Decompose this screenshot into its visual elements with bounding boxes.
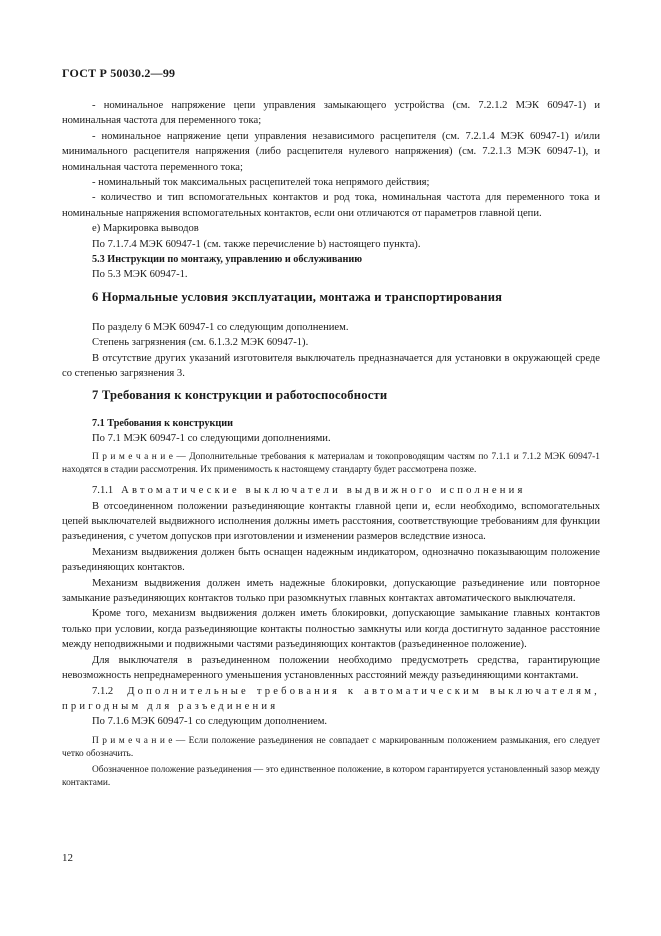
- section-7: [62, 388, 600, 403]
- item-e-text: По 7.1.7.4 МЭК 60947-1 (см. также перечисление b) настоящего пункта).: [92, 238, 421, 250]
- note-label: П р и м е ч а н и е —: [92, 735, 186, 746]
- section-7-body: [62, 416, 600, 791]
- heading-7-1-1: [62, 483, 600, 498]
- paragraph-5-3: По 5.3 МЭК 60947-1.: [92, 269, 188, 281]
- list-item: - номинальное напряжение цепи управления замыкающего устройства (см. 7.2.1.2 МЭК 60947-1) и номинальная частота для переменного тока;: [62, 100, 600, 127]
- paragraph-7-1-2: По 7.1.6 МЭК 60947-1 со следующим дополнением.: [92, 716, 328, 728]
- paragraph-7-1-1: В отсоединенном положении разъединяющие контакты главной цепи и, если необходимо, вспомогательных цепей выключателей выдвижного исполнения должны иметь расстояния, соответствующие требованиям для функции разъединения, с учетом допусков при изготовлении и изменении размеров вследствие износа.: [62, 500, 600, 543]
- note-2-paragraph: Обозначенное положение разъединения — это единственное положение, в котором гарантируется установленный зазор между контактами.: [62, 765, 600, 789]
- paragraph-7-1-1: Механизм выдвижения должен быть оснащен надежным индикатором, однозначно показывающим положение разъединяющих контактов.: [62, 546, 600, 574]
- item-e-label: e) Маркировка выводов: [92, 223, 199, 235]
- clause-title: Дополнительные требования к автоматическим выключателям, пригодным для разъединения: [62, 685, 600, 712]
- heading-7-1: 7.1 Требования к конструкции: [92, 418, 233, 429]
- clause-title: Автоматические выключатели выдвижного исполнения: [121, 485, 526, 497]
- standard-header: ГОСТ Р 50030.2—99: [62, 66, 176, 80]
- section-6: [62, 290, 600, 305]
- clause-number: 7.1.1: [92, 485, 114, 497]
- section-6-paragraph: По разделу 6 МЭК 60947-1 со следующим дополнением.: [92, 322, 349, 333]
- section-6-paragraph: Степень загрязнения (см. 6.1.3.2 МЭК 60947-1).: [92, 337, 309, 349]
- note-label: П р и м е ч а н и е —: [92, 451, 186, 462]
- list-item: - номинальное напряжение цепи управления независимого расцепителя (см. 7.2.1.4 МЭК 60947-1) и/или минимального расцепителя напряжения (либо расцепителя нулевого напряжения) (см. 7.2.1.3 МЭК 60947-1), и номинальная частота переменного тока;: [62, 130, 600, 173]
- section-7-title: 7 Требования к конструкции и работоспособности: [92, 388, 388, 402]
- paragraph-7-1: По 7.1 МЭК 60947-1 со следующими дополнениями.: [92, 433, 331, 445]
- paragraph-7-1-1: Кроме того, механизм выдвижения должен иметь блокировки, допускающие замыкание главных контактов только при условии, когда разъединяющие контакты полностью замкнуты или когда достигнуто заданное расстояние между неподвижными и подвижными частями разъединяющих контактов (разъединенное положение).: [62, 608, 600, 651]
- section-5-continuation: [62, 98, 600, 283]
- section-6-title: 6 Нормальные условия эксплуатации, монтажа и транспортирования: [92, 290, 503, 304]
- paragraph-7-1-1: Механизм выдвижения должен иметь надежные блокировки, допускающие разъединение или повторное замыкание разъединяющих контактов только при разомкнутых главных контактах автоматического выключателя.: [62, 577, 600, 605]
- section-6-body: [62, 320, 600, 382]
- heading-5-3: 5.3 Инструкции по монтажу, управлению и обслуживанию: [92, 254, 363, 266]
- clause-number: 7.1.2: [92, 685, 114, 697]
- page-number: 12: [62, 852, 73, 864]
- paragraph-7-1-1: Для выключателя в разъединенном положении необходимо предусмотреть средства, гарантирующие невозможность непреднамеренного уменьшения установленных расстояний между разъединяющими контактами.: [62, 654, 600, 682]
- note-1: [62, 451, 600, 477]
- note-text: Дополнительные требования к материалам и токопроводящим частям по 7.1.1 и 7.1.2 МЭК 60947-1 находятся в стадии рассмотрения. Их применимость к настоящему стандарту будет рассмотрена позже.: [62, 451, 600, 476]
- list-item: - номинальный ток максимальных расцепителей тока непрямого действия;: [92, 177, 430, 189]
- note-text: Если положение разъединения не совпадает с маркированным положением размыкания, его следует четко обозначить.: [62, 735, 601, 759]
- section-6-paragraph: В отсутствие других указаний изготовителя выключатель предназначается для установки в окружающей среде со степенью загрязнения 3.: [62, 352, 600, 380]
- heading-7-1-2: [62, 684, 600, 715]
- list-item: - количество и тип вспомогательных контактов и род тока, номинальная частота для переменного тока и номинальные напряжения вспомогательных контактов, если они отличаются от параметров главной цепи.: [62, 192, 600, 219]
- note-2: [62, 735, 600, 761]
